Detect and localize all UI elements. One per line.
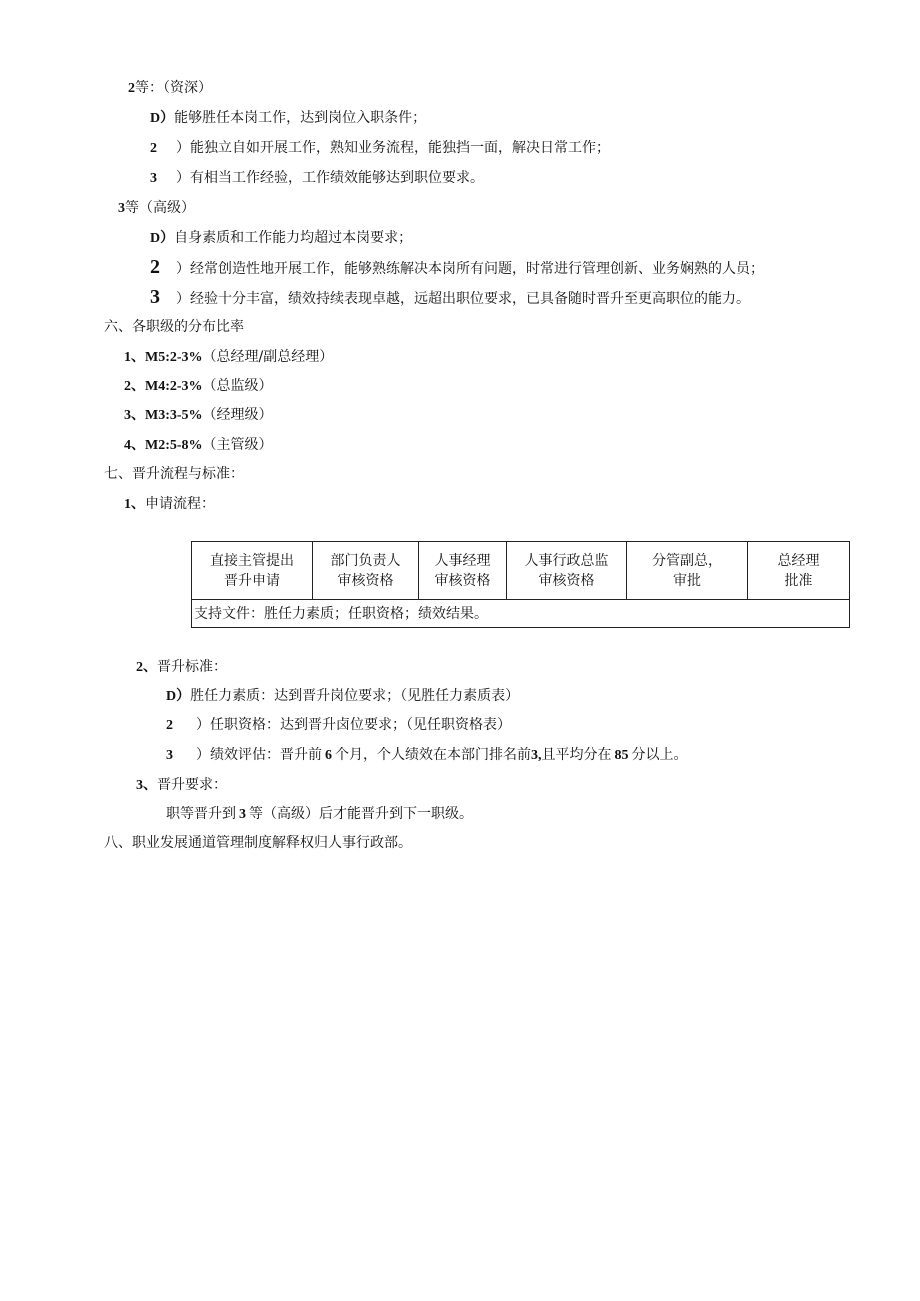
application-process-heading: 1、申请流程： [124,496,215,512]
promotion-requirement-heading: 3、晋升要求： [136,777,227,793]
criteria-item-2: 2 ）任职资格：达到晋升卤位要求；（见任职资格表） [166,717,511,733]
section7-title: 七、晋升流程与标准： [104,466,244,482]
ratio-item-m2: 4、M2:5-8%（主管级） [124,437,273,453]
flow-step-dept-head: 部门负责人 审核资格 [313,542,419,600]
promotion-requirement-text: 职等晋升到 3 等（高级）后才能晋升到下一职级。 [166,806,473,822]
promotion-criteria-heading: 2、晋升标准： [136,659,227,675]
grade3-item-3: 3 ）经验十分丰富，绩效持续表现卓越，远超出职位要求，已具备随时晋升至更高职位的能力。 [150,286,750,308]
grade2-heading: 2等：（资深） [128,80,212,96]
grade3-item-2: 2 ）经常创造性地开展工作，能够熟练解决本岗所有问题，时常进行管理创新、业务娴熟的人员； [150,256,764,278]
flow-step-gm: 总经理 批准 [748,542,850,600]
ratio-item-m3: 3、M3:3-5%（经理级） [124,407,273,423]
criteria-item-3: 3 ）绩效评估：晋升前 6 个月，个人绩效在本部门排名前3,且平均分在 85 分以上。 [166,747,688,763]
section8-title: 八、职业发展通道管理制度解释权归人事行政部。 [104,835,412,851]
ratio-item-m5: 1、M5:2-3%（总经理/副总经理） [124,349,334,365]
flow-step-supervisor: 直接主管提出 晋升申请 [192,542,313,600]
promotion-flow-table [191,541,850,628]
grade3-item-1: D）自身素质和工作能力均超过本岗要求； [150,230,413,246]
support-documents: 支持文件：胜任力素质；任职资格；绩效结果。 [192,600,850,628]
grade2-item-1: D）能够胜任本岗工作，达到岗位入职条件； [150,110,427,126]
flow-step-vp: 分管副总， 审批 [627,542,748,600]
criteria-item-1: D）胜任力素质：达到晋升岗位要求；（见胜任力素质表） [166,688,520,704]
flow-step-hr-manager: 人事经理 审核资格 [419,542,507,600]
flow-step-hr-director: 人事行政总监 审核资格 [507,542,627,600]
section6-title: 六、各职级的分布比率 [104,319,244,335]
grade2-item-3: 3 ）有相当工作经验，工作绩效能够达到职位要求。 [150,170,484,186]
grade2-item-2: 2 ）能独立自如开展工作，熟知业务流程，能独挡一面，解决日常工作； [150,140,610,156]
grade3-heading: 3等（高级） [118,200,195,216]
ratio-item-m4: 2、M4:2-3%（总监级） [124,378,273,394]
